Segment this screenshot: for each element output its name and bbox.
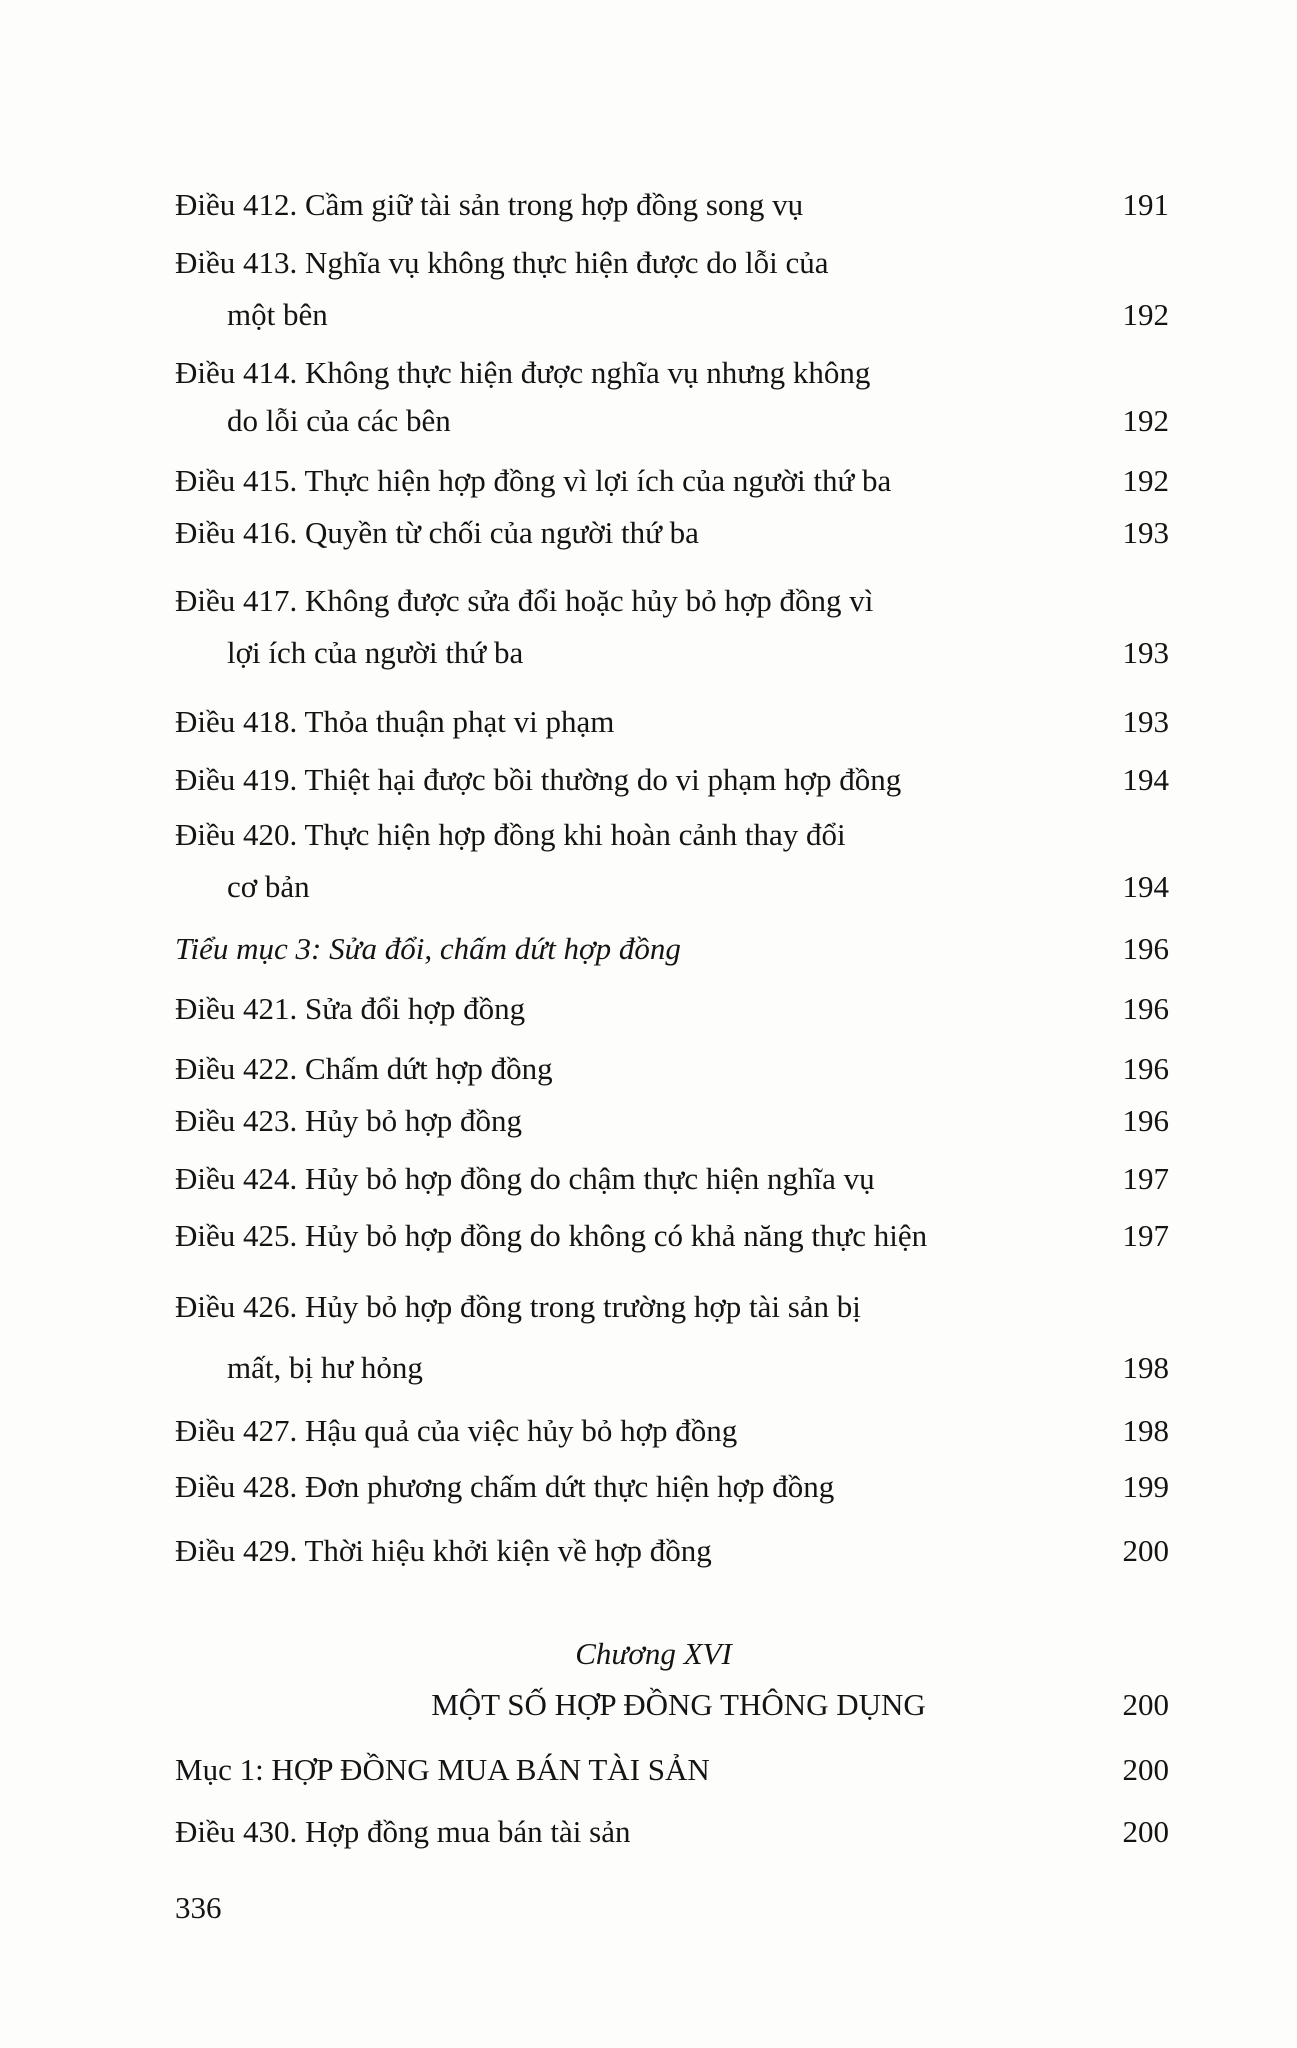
toc-entry-title: Điều 423. Hủy bỏ hợp đồng [175,1103,523,1138]
toc-entry [0,1534,1297,1574]
toc-entry-page: 193 [1122,704,1169,739]
toc-entry-title: Điều 413. Nghĩa vụ không thực hiện được do lỗi của [175,245,829,280]
toc-entry-title-continued: mất, bị hư hỏng [227,1350,423,1385]
toc-entry-page: 199 [1122,1469,1169,1504]
toc-entry [0,763,1297,803]
toc-entry [0,1052,1297,1092]
toc-entry-page: 191 [1122,187,1169,222]
toc-entry-page: 197 [1122,1218,1169,1253]
toc-entry-title: Điều 425. Hủy bỏ hợp đồng do không có khả năng thực hiện [175,1218,928,1253]
toc-entry [0,188,1297,228]
toc-entry-title: Điều 428. Đơn phương chấm dứt thực hiện hợp đồng [175,1469,835,1504]
toc-entry-title: Điều 430. Hợp đồng mua bán tài sản [175,1814,631,1849]
toc-entry [0,818,1297,858]
toc-entry-title: Điều 415. Thực hiện hợp đồng vì lợi ích của người thứ ba [175,463,892,498]
toc-entry [0,1162,1297,1202]
toc-entry [0,1815,1297,1855]
toc-entry-page: 194 [1122,869,1169,904]
toc-entry-title: Điều 422. Chấm dứt hợp đồng [175,1051,553,1086]
toc-entry-page: 196 [1122,991,1169,1026]
toc-entry [0,1219,1297,1259]
toc-entry-title-continued: một bên [227,297,328,332]
toc-entry-title: Điều 417. Không được sửa đổi hoặc hủy bỏ hợp đồng vì [175,583,874,618]
toc-entry [0,992,1297,1032]
chapter-label: Chương XVI [575,1636,732,1671]
toc-entry-continuation [0,870,1297,910]
toc-entry-page: 196 [1122,1051,1169,1086]
toc-entry [0,1470,1297,1510]
toc-entry [0,705,1297,745]
toc-entry-continuation [0,1351,1297,1391]
toc-entry-continuation [0,636,1297,676]
toc-subsection-title: Tiểu mục 3: Sửa đổi, chấm dứt hợp đồng [175,931,681,966]
toc-entry-title: Điều 414. Không thực hiện được nghĩa vụ nhưng không [175,355,871,390]
toc-entry-page: 193 [1122,635,1169,670]
section-heading [0,1753,1297,1793]
toc-entry [0,464,1297,504]
toc-entry-title: Điều 421. Sửa đổi hợp đồng [175,991,526,1026]
toc-entry-title: Điều 426. Hủy bỏ hợp đồng trong trường hợp tài sản bị [175,1289,861,1324]
toc-entry-continuation [0,298,1297,338]
section-title: Mục 1: HỢP ĐỒNG MUA BÁN TÀI SẢN [175,1752,710,1787]
toc-entry-title: Điều 418. Thỏa thuận phạt vi phạm [175,704,615,739]
toc-entry-page: 200 [1122,1814,1169,1849]
toc-entry-title: Điều 420. Thực hiện hợp đồng khi hoàn cảnh thay đổi [175,817,846,852]
toc-entry [0,584,1297,624]
toc-entry-page: 194 [1122,762,1169,797]
toc-subsection [0,932,1297,972]
page-number: 336 [175,1890,222,1925]
toc-entry-page: 197 [1122,1161,1169,1196]
toc-entry-title-continued: lợi ích của người thứ ba [227,635,524,670]
chapter-title: MỘT SỐ HỢP ĐỒNG THÔNG DỤNG [431,1687,926,1722]
toc-entry-page: 192 [1122,297,1169,332]
toc-entry [0,516,1297,556]
toc-entry [0,1414,1297,1454]
toc-entry-page: 198 [1122,1350,1169,1385]
toc-entry-title: Điều 424. Hủy bỏ hợp đồng do chậm thực hiện nghĩa vụ [175,1161,875,1196]
toc-entry [0,1290,1297,1330]
toc-entry-title: Điều 419. Thiệt hại được bồi thường do vi phạm hợp đồng [175,762,902,797]
toc-entry [0,356,1297,396]
toc-entry [0,1104,1297,1144]
section-page: 200 [1122,1752,1169,1787]
toc-entry-title-continued: cơ bản [227,869,310,904]
chapter-heading [0,1688,1297,1728]
toc-entry-title: Điều 416. Quyền từ chối của người thứ ba [175,515,699,550]
toc-entry-title-continued: do lỗi của các bên [227,403,451,438]
toc-entry-page: 198 [1122,1413,1169,1448]
toc-entry-title: Điều 429. Thời hiệu khởi kiện về hợp đồng [175,1533,712,1568]
chapter-page: 200 [1122,1687,1169,1722]
toc-entry-page: 196 [1122,931,1169,966]
toc-entry-page: 192 [1122,463,1169,498]
toc-entry-title: Điều 427. Hậu quả của việc hủy bỏ hợp đồng [175,1413,738,1448]
toc-entry-title: Điều 412. Cầm giữ tài sản trong hợp đồng song vụ [175,187,804,222]
toc-entry-page: 192 [1122,403,1169,438]
toc-entry-page: 196 [1122,1103,1169,1138]
toc-entry-continuation [0,404,1297,444]
toc-entry [0,246,1297,286]
toc-entry-page: 200 [1122,1533,1169,1568]
toc-entry-page: 193 [1122,515,1169,550]
